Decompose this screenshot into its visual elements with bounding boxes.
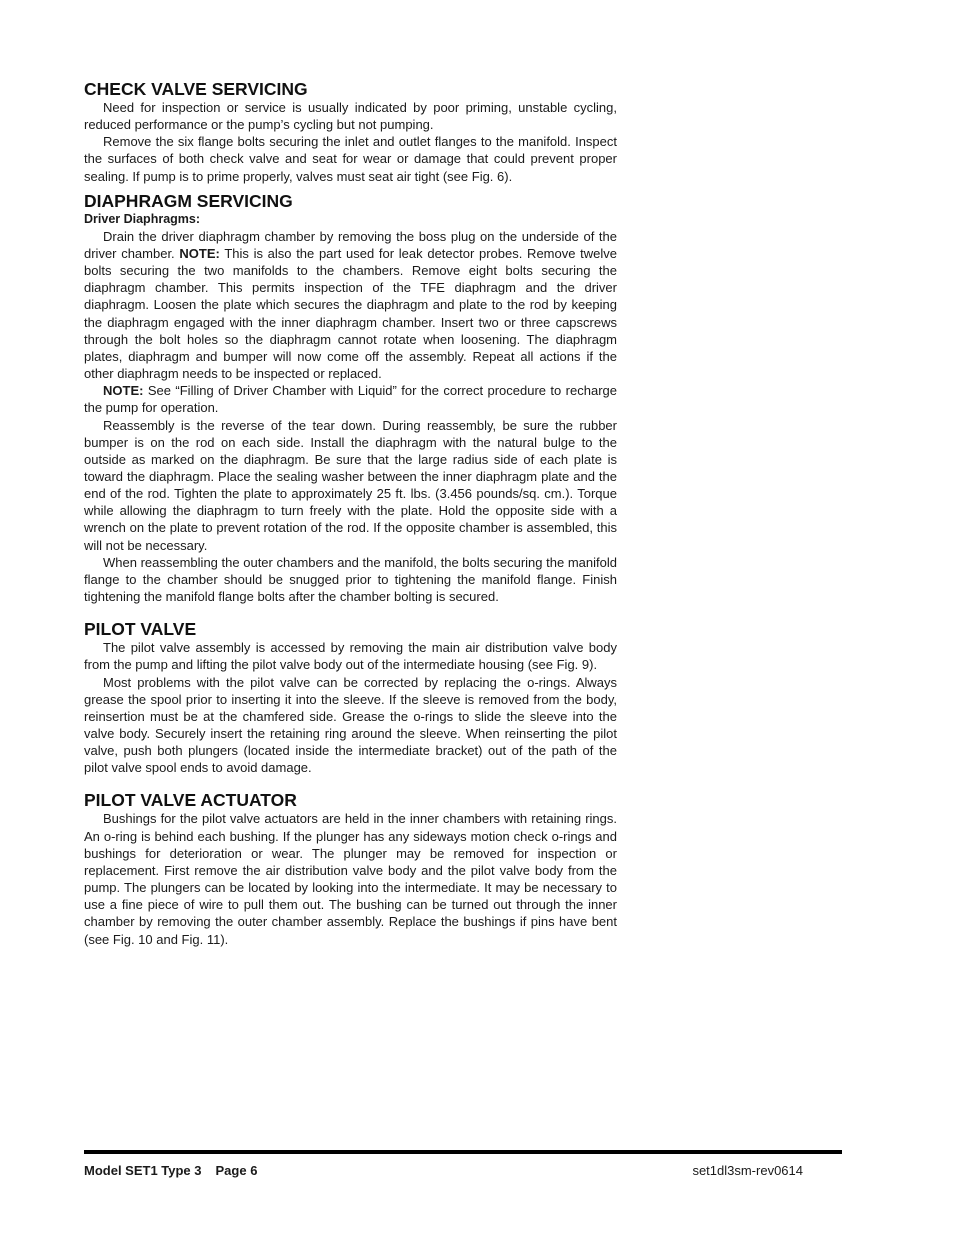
paragraph: When reassembling the outer chambers and the manifold, the bolts securing the manifold flange to the chamber should be snugged prior to tightening the manifold flange. Finish tightening the manifold flange bolts after the chamber bolting is secured. (84, 554, 617, 605)
paragraph: Most problems with the pilot valve can be corrected by replacing the o-rings. Always grease the spool prior to inserting it into the sleeve. If the sleeve is removed from the body, reinsertion must be at the chamfered side. Grease the o-rings to slide the sleeve into the valve body. Securely insert the retaining ring around the sleeve. When reinserting the pilot valve, push both plungers (located inside the intermediate bracket) out of the path of the pilot valve spool ends to avoid damage. (84, 674, 617, 776)
footer-left (84, 1163, 257, 1178)
footer-page-number: Page 6 (215, 1163, 258, 1178)
section-pilot-valve (84, 619, 617, 776)
main-column (84, 79, 617, 948)
section-check-valve (84, 79, 617, 185)
paragraph: Reassembly is the reverse of the tear down. During reassembly, be sure the rubber bumper is on the rod on each side. Install the diaphragm with the natural bulge to the outside as marked on the diaphragm. Be sure that the large radius side of each plate is toward the diaphragm. Place the sealing washer between the inner diaphragm plate and the end of the rod. Tighten the plate to approximately 25 ft. lbs. (3.456 pounds/sq. cm.). Torque while allowing the diaphragm to turn freely with the plate. Hold the opposite side with a wrench on the plate to prevent rotation of the rod. If the opposite chamber is assembled, this will not be necessary. (84, 417, 617, 553)
footer-model: Model SET1 Type 3 (84, 1163, 202, 1178)
paragraph: The pilot valve assembly is accessed by removing the main air distribution valve body from the pump and lifting the pilot valve body out of the intermediate housing (see Fig. 9). (84, 640, 617, 673)
paragraph-text: Drain the driver diaphragm chamber by removing the boss plug on the underside of the driver chamber. (84, 228, 617, 261)
paragraph (84, 382, 617, 416)
note-label: NOTE: (103, 383, 144, 399)
section-pilot-valve-actuator (84, 790, 617, 947)
subheading: Driver Diaphragms: (84, 211, 201, 226)
section-heading: CHECK VALVE SERVICING (84, 79, 308, 99)
section-heading: PILOT VALVE (84, 619, 197, 640)
paragraph: Remove the six flange bolts securing the inlet and outlet flanges to the manifold. Inspect the surfaces of both check valve and seat for wear or damage that could prevent proper sealing. If pump is to prime properly, valves must seat air tight (see Fig. 6). (84, 134, 617, 184)
paragraph: Bushings for the pilot valve actuators are held in the inner chambers with retaining rings. An o-ring is behind each bushing. If the plunger has any sideways motion check o-rings and bushings for deterioration or wear. The plunger may be removed for inspection or replacement. First remove the air distribution valve body and the pilot valve body from the pump. The plungers can be located by looking into the intermediate. It may be necessary to use a fine piece of wire to pull them out. The bushing can be turned out through the inner chamber by removing the outer chamber assembly. Replace the bushings if pins have bent (see Fig. 10 and Fig. 11). (84, 811, 617, 947)
footer-rule (84, 1150, 842, 1154)
paragraph: Need for inspection or service is usually indicated by poor priming, unstable cycling, reduced performance or the pump’s cycling but not pumping. (84, 100, 617, 133)
paragraph-text: See “Filling of Driver Chamber with Liquid” for the correct procedure to recharge the pump for operation. (84, 383, 617, 416)
footer-doc-id: set1dl3sm-rev0614 (692, 1163, 803, 1178)
section-heading: PILOT VALVE ACTUATOR (84, 790, 297, 811)
paragraph (84, 228, 617, 382)
section-diaphragm (84, 191, 617, 605)
section-heading: DIAPHRAGM SERVICING (84, 190, 293, 211)
note-label: NOTE: (179, 245, 220, 261)
paragraph-text: This is also the part used for leak detector probes. Remove twelve bolts securing the two manifolds to the chambers. Remove eight bolts securing the diaphragm chamber. This permits inspection of the TFE diaphragm and the driver diaphragm. Loosen the plate which secures the diaphragm and plate to the rod by keeping the diaphragm engaged with the inner diaphragm chamber. Insert two or three capscrews through the bolt holes so the diaphragm cannot rotate when loosening. The diaphragm plates, diaphragm and bumper will now come off the assembly. Repeat all actions if the other diaphragm needs to be inspected or replaced. (84, 245, 618, 382)
